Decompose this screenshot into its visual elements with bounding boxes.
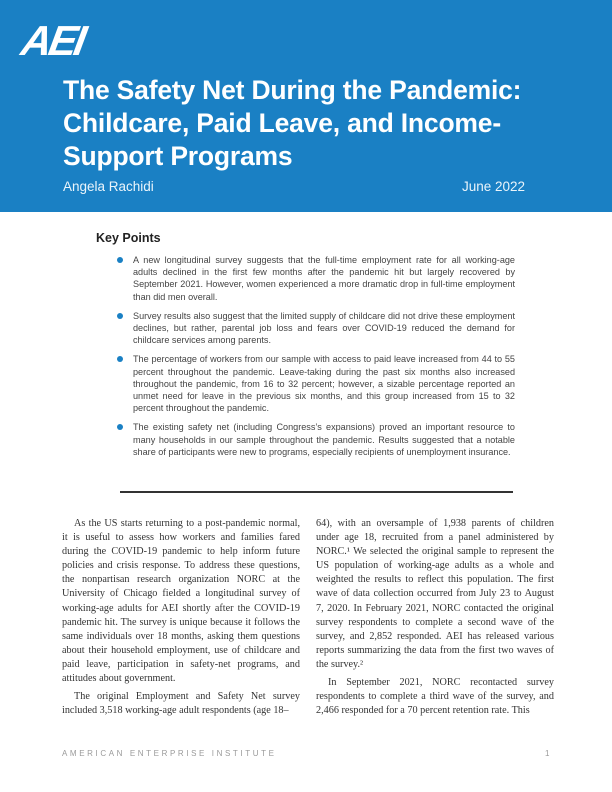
aei-logo: AEI — [17, 17, 88, 64]
publication-date: June 2022 — [461, 179, 525, 194]
header-banner — [0, 0, 612, 212]
section-divider — [120, 491, 513, 493]
key-point-item — [117, 353, 515, 414]
key-points-heading: Key Points — [96, 231, 161, 245]
key-points-list — [117, 254, 515, 465]
key-point-text: A new longitudinal survey suggests that the full-time employment rate for all working-age adults declined in the first few months after the pandemic hit but largely recovered by September 2021. However, women experienced a more dramatic drop in full-time employment than did men overall. — [133, 255, 515, 302]
key-point-text: The existing safety net (including Congress’s expansions) proved an important resource to many households in our sample throughout the pandemic. Results suggested that a notable share of participants were new to programs, especially recipients of unemployment insurance. — [133, 422, 515, 457]
bullet-icon — [117, 424, 123, 430]
body-paragraph: As the US starts returning to a post-pandemic normal, it is useful to assess how workers and families fared during the COVID-19 pandemic to help inform future policies and crisis response. To address these questions, the nonpartisan research organization NORC at the University of Chicago fielded a longitudinal survey of working-age adults for AEI shortly after the COVID-19 pandemic hit. The survey is unique because it follows the same individuals over 18 months, asking them questions about their household employment, use of childcare and paid leave, participation in safety-net programs, and attitudes about government. — [62, 518, 300, 685]
key-point-item — [117, 310, 515, 347]
bullet-icon — [117, 313, 123, 319]
body-column-right — [316, 517, 554, 722]
key-point-text: The percentage of workers from our sample with access to paid leave increased from 44 to 55 percent throughout the pandemic. Leave-taking during the past six months also increased throughout the pandemic, from 16 to 32 percent; however, a sizable percentage reported an unmet need for leave in the previous six months, and this group increased from 15 to 32 percent throughout the pandemic. — [133, 354, 515, 414]
footer-organization: AMERICAN ENTERPRISE INSTITUTE — [62, 749, 277, 758]
key-point-item — [117, 421, 515, 458]
key-point-text: Survey results also suggest that the limited supply of childcare did not drive these employment declines, but rather, parental job loss and fears over COVID-19 reduced the demand for childcare services among parents. — [133, 310, 515, 346]
bullet-icon — [117, 356, 123, 362]
page-number: 1 — [545, 749, 550, 758]
report-title: The Safety Net During the Pandemic: Childcare, Paid Leave, and Income-Support Programs — [63, 75, 522, 171]
bullet-icon — [117, 257, 123, 263]
body-paragraph: In September 2021, NORC recontacted survey respondents to complete a third wave of the survey, and 2,466 responded for a 70 percent retention rate. This — [316, 677, 554, 717]
body-paragraph-continued: 64), with an oversample of 1,938 parents of children under age 18, recruited from a panel administered by NORC.¹ We selected the original sample to represent the US population of working-age adults as a whole and weighted the results to reflect this population. The first wave of data collection occurred from July 23 to August 7, 2020. In February 2021, NORC contacted the original survey respondents to complete a second wave of the survey, and 2,852 responded. AEI has released various reports summarizing the data from the first two waves of the survey.² — [316, 518, 554, 670]
body-column-left — [62, 517, 300, 722]
key-point-item — [117, 254, 515, 303]
body-paragraph: The original Employment and Safety Net survey included 3,518 working-age adult respondents (age 18– — [62, 691, 300, 717]
author-name: Angela Rachidi — [63, 179, 154, 194]
